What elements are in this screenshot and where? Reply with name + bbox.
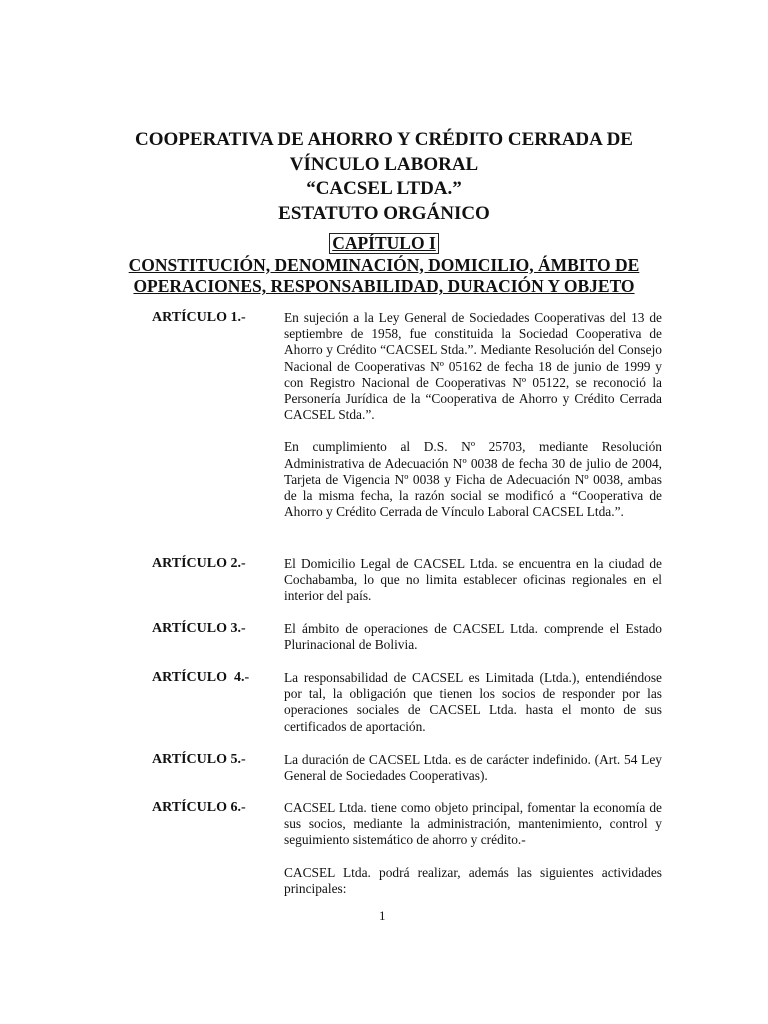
article-paragraph: CACSEL Ltda. podrá realizar, además las siguientes actividades principales: [284, 864, 662, 896]
chapter-subtitle-line-1: CONSTITUCIÓN, DENOMINACIÓN, DOMICILIO, ÁMBITO DE [128, 254, 640, 275]
chapter-label: CAPÍTULO I [329, 233, 439, 254]
article-body [284, 310, 662, 520]
article-label: ARTÍCULO 1.- [152, 310, 246, 325]
article-label: ARTÍCULO 5.- [152, 752, 246, 767]
document-title [0, 128, 768, 226]
article-label: ARTÍCULO 6.- [152, 800, 246, 815]
article-label: ARTÍCULO 2.- [152, 556, 246, 571]
article-body [284, 670, 662, 735]
title-line-4: ESTATUTO ORGÁNICO [278, 202, 490, 224]
page-number: 1 [379, 908, 386, 923]
article-paragraph: El ámbito de operaciones de CACSEL Ltda. comprende el Estado Plurinacional de Bolivia. [284, 621, 662, 653]
article-body [284, 800, 662, 897]
chapter-subtitle-line-2: OPERACIONES, RESPONSABILIDAD, DURACIÓN Y OBJETO [133, 276, 635, 296]
title-line-2: VÍNCULO LABORAL [289, 153, 479, 175]
article-paragraph: La duración de CACSEL Ltda. es de carácter indefinido. (Art. 54 Ley General de Sociedades Cooperativas). [284, 752, 662, 784]
article-label: ARTÍCULO 3.- [152, 621, 246, 636]
chapter-heading [0, 233, 768, 298]
article-body [284, 752, 662, 784]
article-paragraph: El Domicilio Legal de CACSEL Ltda. se encuentra en la ciudad de Cochabamba, lo que no limita establecer oficinas regionales en el interior del país. [284, 556, 662, 604]
article-body [284, 556, 662, 605]
article-paragraph: CACSEL Ltda. tiene como objeto principal, fomentar la economía de sus socios, mediante la administración, mantenimiento, control y seguimiento sistemático de ahorro y crédito.- [284, 800, 662, 848]
article-paragraph: En sujeción a la Ley General de Sociedades Cooperativas del 13 de septiembre de 1958, fue constituida la Sociedad Cooperativa de Ahorro y Crédito “CACSEL Stda.”. Mediante Resolución del Consejo Nacional de Cooperativas Nº 05162 de fecha 18 de junio de 1999 y con Registro Nacional de Cooperativas Nº 05122, se reconoció la Personería Jurídica de la “Cooperativa de Ahorro y Crédito Cerrada CACSEL Stda.”. [284, 310, 662, 423]
article-paragraph: En cumplimiento al D.S. Nº 25703, mediante Resolución Administrativa de Adecuación Nº 0038 de fecha 30 de julio de 2004, Tarjeta de Vigencia Nº 0038 y Ficha de Adecuación Nº 0038, ambas de la misma fecha, la razón social se modificó a “Cooperativa de Ahorro y Crédito Cerrada de Vínculo Laboral CACSEL Ltda.”. [284, 439, 662, 520]
article-label: ARTÍCULO 4.- [152, 670, 250, 685]
article-body [284, 621, 662, 653]
title-line-3: “CACSEL LTDA.” [306, 178, 462, 199]
article-paragraph: La responsabilidad de CACSEL es Limitada (Ltda.), entendiéndose por tal, la obligación que tienen los socios de responder por las operaciones sociales de CACSEL Ltda. hasta el monto de sus certificados de aportación. [284, 670, 662, 734]
title-line-1: COOPERATIVA DE AHORRO Y CRÉDITO CERRADA DE [135, 129, 633, 150]
